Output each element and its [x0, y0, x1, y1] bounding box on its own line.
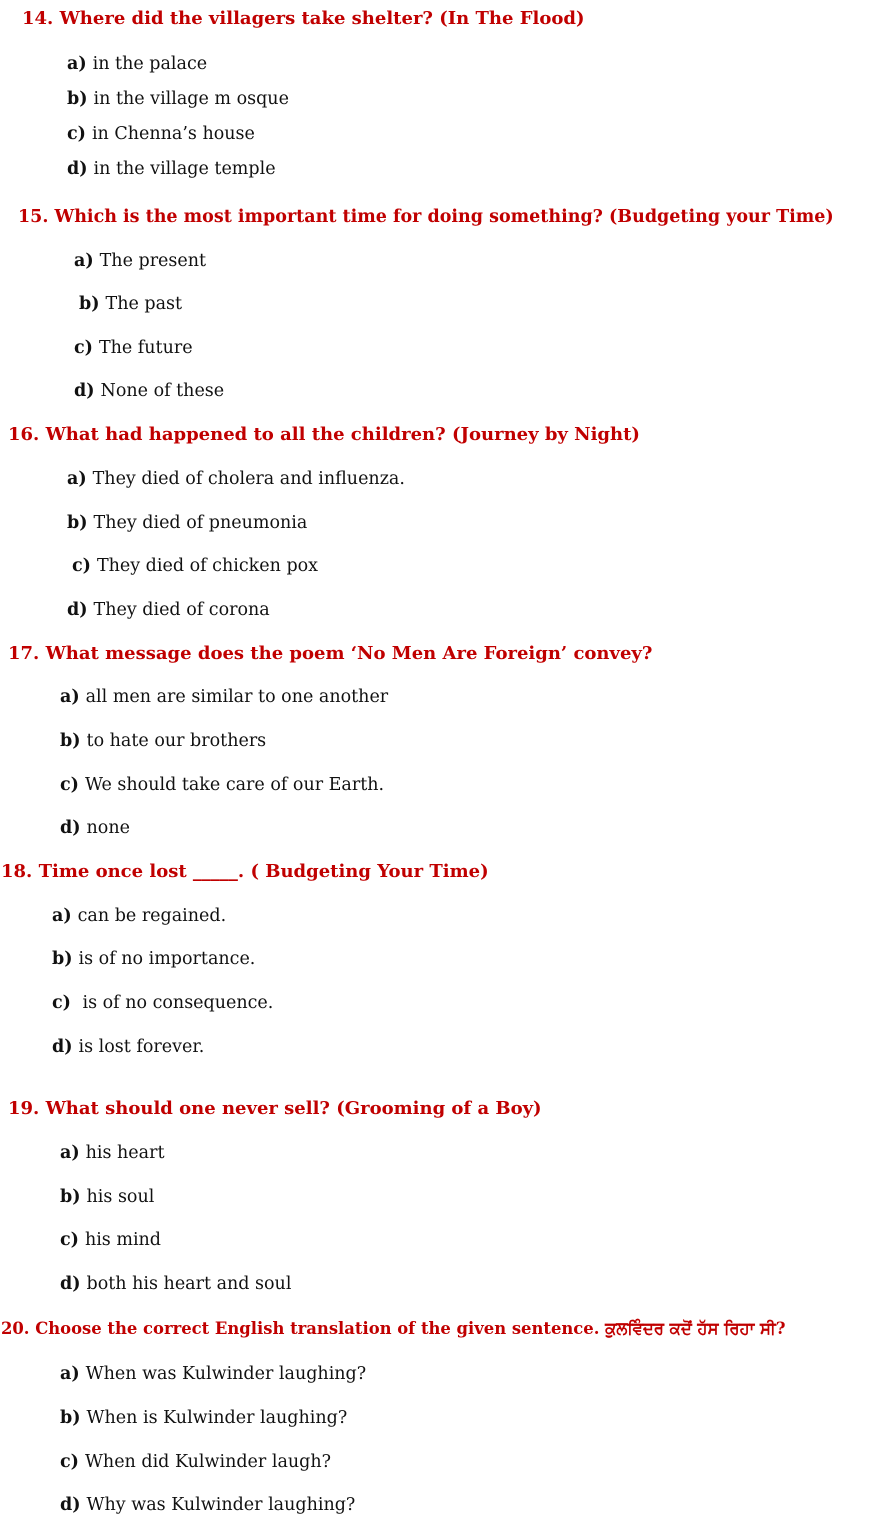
option-text: in the village temple	[93, 159, 276, 179]
option-14c	[67, 123, 255, 145]
option-label: d)	[52, 1037, 73, 1057]
option-text: When was Kulwinder laughing?	[85, 1364, 367, 1384]
option-text: is of no importance.	[78, 949, 256, 969]
question-19: 19. What should one never sell? (Grooming of a Boy)	[8, 1098, 542, 1119]
option-19a	[60, 1142, 165, 1164]
option-text: The present	[99, 251, 207, 271]
option-15d	[74, 380, 224, 402]
option-19d	[60, 1273, 291, 1295]
option-text: to hate our brothers	[86, 731, 267, 751]
question-18: 18. Time once lost _____. ( Budgeting Your Time)	[1, 861, 489, 882]
option-label: c)	[72, 556, 91, 576]
option-label: d)	[60, 1495, 81, 1515]
option-text: all men are similar to one another	[85, 687, 389, 707]
option-label: b)	[79, 294, 100, 314]
option-text: When is Kulwinder laughing?	[86, 1408, 348, 1428]
option-text: his mind	[84, 1230, 162, 1250]
option-14a	[67, 53, 207, 75]
option-16b	[67, 512, 307, 534]
option-text: in the palace	[92, 54, 208, 74]
option-label: b)	[60, 1187, 81, 1207]
question-16: 16. What had happened to all the children? (Journey by Night)	[8, 424, 640, 445]
option-label: b)	[67, 513, 88, 533]
option-text: none	[86, 818, 130, 838]
option-label: c)	[60, 1452, 79, 1472]
option-label: a)	[60, 1364, 80, 1384]
option-label: b)	[60, 1408, 81, 1428]
option-16c	[72, 555, 318, 577]
option-label: c)	[60, 775, 79, 795]
option-17d	[60, 817, 130, 839]
option-text: can be regained.	[77, 906, 227, 926]
option-19b	[60, 1186, 154, 1208]
option-label: b)	[67, 89, 88, 109]
option-18c	[52, 992, 273, 1014]
option-17c	[60, 774, 384, 796]
option-label: a)	[67, 54, 87, 74]
option-17b	[60, 730, 266, 752]
option-label: d)	[67, 159, 88, 179]
option-15b	[79, 293, 182, 315]
option-text: his soul	[86, 1187, 155, 1207]
option-text: The past	[105, 294, 183, 314]
option-label: d)	[60, 818, 81, 838]
option-label: c)	[52, 993, 71, 1013]
option-text: We should take care of our Earth.	[84, 775, 385, 795]
option-label: c)	[60, 1230, 79, 1250]
option-label: a)	[67, 469, 87, 489]
option-label: d)	[74, 381, 95, 401]
option-text: is of no consequence.	[76, 993, 274, 1013]
option-20c	[60, 1451, 331, 1473]
option-label: a)	[52, 906, 72, 926]
option-label: c)	[74, 338, 93, 358]
option-text: both his heart and soul	[86, 1274, 292, 1294]
option-18d	[52, 1036, 204, 1058]
option-text: When did Kulwinder laugh?	[84, 1452, 331, 1472]
option-20b	[60, 1407, 347, 1429]
option-15c	[74, 337, 193, 359]
option-20a	[60, 1363, 366, 1385]
option-16d	[67, 599, 270, 621]
option-text: is lost forever.	[78, 1037, 205, 1057]
option-text: None of these	[100, 381, 225, 401]
question-14: 14. Where did the villagers take shelter? (In The Flood)	[22, 8, 585, 29]
question-20: 20. Choose the correct English translation of the given sentence. ਕੁਲਵਿੰਦਰ ਕਦੋਂ ਹੱਸ ਰਿਹਾ ਸੀ?	[1, 1319, 786, 1338]
option-16a	[67, 468, 405, 490]
option-20d	[60, 1494, 355, 1516]
option-text: The future	[98, 338, 193, 358]
option-text: in the village m osque	[93, 89, 289, 109]
option-text: They died of chicken pox	[96, 556, 319, 576]
option-15a	[74, 250, 206, 272]
option-label: a)	[60, 687, 80, 707]
option-19c	[60, 1229, 161, 1251]
option-label: d)	[67, 600, 88, 620]
option-18b	[52, 948, 255, 970]
option-14d	[67, 158, 276, 180]
option-label: a)	[60, 1143, 80, 1163]
option-label: b)	[60, 731, 81, 751]
option-label: c)	[67, 124, 86, 144]
option-text: They died of cholera and influenza.	[92, 469, 405, 489]
option-text: in Chenna’s house	[91, 124, 255, 144]
option-17a	[60, 686, 388, 708]
question-15: 15. Which is the most important time for doing something? (Budgeting your Time)	[18, 207, 834, 227]
option-text: Why was Kulwinder laughing?	[86, 1495, 356, 1515]
option-text: his heart	[85, 1143, 165, 1163]
option-18a	[52, 905, 226, 927]
option-label: b)	[52, 949, 73, 969]
question-17: 17. What message does the poem ‘No Men Are Foreign’ convey?	[8, 643, 653, 664]
option-label: a)	[74, 251, 94, 271]
option-text: They died of corona	[93, 600, 270, 620]
option-label: d)	[60, 1274, 81, 1294]
option-14b	[67, 88, 289, 110]
option-text: They died of pneumonia	[93, 513, 308, 533]
